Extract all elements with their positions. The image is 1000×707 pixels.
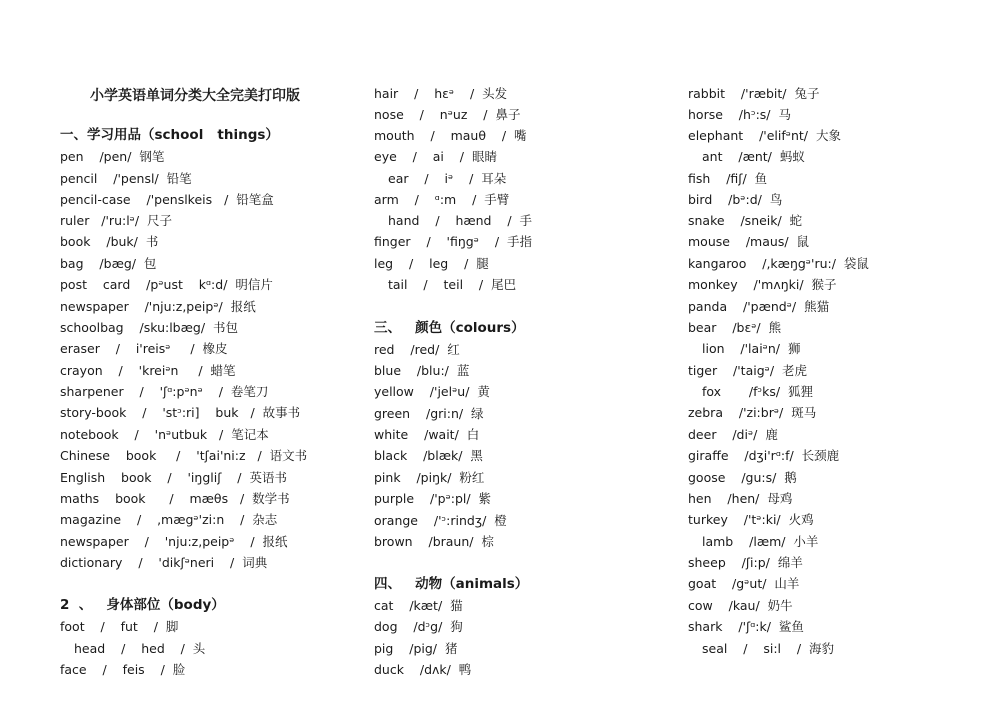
word-entry: sharpener / 'ʃᵅ:pᵊnᵊ / 卷笔刀 [60,384,269,399]
word-entry: snake /sneik/ 蛇 [688,213,803,228]
word-entry: story-book / 'stᵓ:ri] buk / 故事书 [60,405,301,420]
word-entry: cat /kæt/ 猫 [374,598,463,613]
word-entry: brown /braun/ 棕 [374,534,494,549]
word-entry: newspaper /'nju:z,peipᵊ/ 报纸 [60,299,256,314]
document-title: 小学英语单词分类大全完美打印版 [90,88,300,104]
word-entry: eye / ai / 眼睛 [374,149,497,164]
section-heading-animals: 四、 动物（animals） [374,576,529,592]
word-entry: panda /'pændᵊ/ 熊猫 [688,299,830,314]
word-entry: eraser / i'reisᵊ / 橡皮 [60,341,228,356]
word-entry: notebook / 'nᵊutbuk / 笔记本 [60,427,269,442]
word-entry: elephant /'elifᵊnt/ 大象 [688,128,841,143]
word-entry: yellow /'jelᵊu/ 黄 [374,384,490,399]
word-entry: maths book / mæθs / 数学书 [60,491,290,506]
word-entry: leg / leg / 腿 [374,256,489,271]
word-entry: cow /kau/ 奶牛 [688,598,793,613]
word-entry: bear /bεᵊ/ 熊 [688,320,782,335]
word-entry: nose / nᵊuz / 鼻子 [374,107,521,122]
word-entry: pink /piŋk/ 粉红 [374,470,485,485]
word-entry: crayon / 'kreiᵊn / 蜡笔 [60,363,236,378]
word-entry: deer /diᵊ/ 鹿 [688,427,778,442]
word-entry: white /wait/ 白 [374,427,480,442]
word-entry: magazine / ,mægᵊ'zi:n / 杂志 [60,512,278,527]
word-entry: hen /hen/ 母鸡 [688,491,793,506]
word-entry: goose /gu:s/ 鹅 [688,470,797,485]
word-entry: zebra /'zi:brᵊ/ 斑马 [688,405,817,420]
word-entry: lion /'laiᵊn/ 狮 [702,341,801,356]
word-entry: dog /dᵓg/ 狗 [374,619,463,634]
word-entry: ruler /'ru:lᵊ/ 尺子 [60,213,173,228]
word-entry: tiger /'taigᵊ/ 老虎 [688,363,808,378]
word-entry: rabbit /'ræbit/ 兔子 [688,86,820,101]
word-entry: duck /dᴧk/ 鸭 [374,662,472,677]
word-entry: bird /bᵊ:d/ 鸟 [688,192,783,207]
word-entry: dictionary / 'dikʃᵊneri / 词典 [60,555,268,570]
word-entry: face / feis / 脸 [60,662,186,677]
word-entry: pencil-case /'penslkeis / 铅笔盒 [60,192,274,207]
section-heading-colours: 三、 颜色（colours） [374,320,525,336]
word-entry: Chinese book / 'tʃai'ni:z / 语文书 [60,448,308,463]
word-entry: bag /bæg/ 包 [60,256,157,271]
word-entry: fish /fiʃ/ 鱼 [688,171,768,186]
word-entry: orange /'ᵓ:rindʒ/ 橙 [374,513,507,528]
word-entry: arm / ᵅ:m / 手臂 [374,192,510,207]
word-entry: schoolbag /sku:lbæg/ 书包 [60,320,238,335]
word-entry: turkey /'tᵊ:ki/ 火鸡 [688,512,814,527]
word-entry: hair / hεᵊ / 头发 [374,86,508,101]
word-entry: green /gri:n/ 绿 [374,406,484,421]
word-entry: pencil /'pensl/ 铅笔 [60,171,192,186]
word-entry: pen /pen/ 钢笔 [60,149,165,164]
word-entry: monkey /'mᴧŋki/ 猴子 [688,277,837,292]
word-entry: ant /ænt/ 蚂蚁 [702,149,805,164]
word-entry: mouth / mauθ / 嘴 [374,128,527,143]
word-entry: newspaper / 'nju:z,peipᵊ / 报纸 [60,534,288,549]
word-entry: fox /fᵓks/ 狐狸 [702,384,814,399]
word-entry: finger / 'fiŋgᵊ / 手指 [374,234,532,249]
word-entry: black /blæk/ 黑 [374,448,483,463]
word-entry: hand / hænd / 手 [388,213,533,228]
word-entry: foot / fut / 脚 [60,619,179,634]
word-entry: tail / teil / 尾巴 [388,277,517,292]
word-entry: mouse /maus/ 鼠 [688,234,809,249]
word-entry: seal / si:l / 海豹 [702,641,835,656]
word-entry: giraffe /dʒi'rᵅ:f/ 长颈鹿 [688,448,840,463]
section-heading-school-things: 一、学习用品（school things） [60,127,279,143]
word-entry: post card /pᵊust kᵅ:d/ 明信片 [60,277,273,292]
word-entry: red /red/ 红 [374,342,460,357]
word-entry: head / hed / 头 [74,641,206,656]
word-entry: horse /hᵓ:s/ 马 [688,107,791,122]
word-entry: shark /'ʃᵅ:k/ 鲨鱼 [688,619,804,634]
word-entry: English book / 'iŋgliʃ / 英语书 [60,470,287,485]
word-entry: goat /gᵊut/ 山羊 [688,576,800,591]
word-entry: kangaroo /,kæŋgᵊ'ru:/ 袋鼠 [688,256,869,271]
word-entry: sheep /ʃi:p/ 绵羊 [688,555,803,570]
word-entry: ear / iᵊ / 耳朵 [388,171,507,186]
section-heading-body: 2 、 身体部位（body） [60,597,225,613]
word-entry: blue /blu:/ 蓝 [374,363,470,378]
word-entry: pig /pig/ 猪 [374,641,458,656]
word-entry: lamb /læm/ 小羊 [702,534,819,549]
word-entry: book /buk/ 书 [60,234,159,249]
word-entry: purple /'pᵊ:pl/ 紫 [374,491,492,506]
